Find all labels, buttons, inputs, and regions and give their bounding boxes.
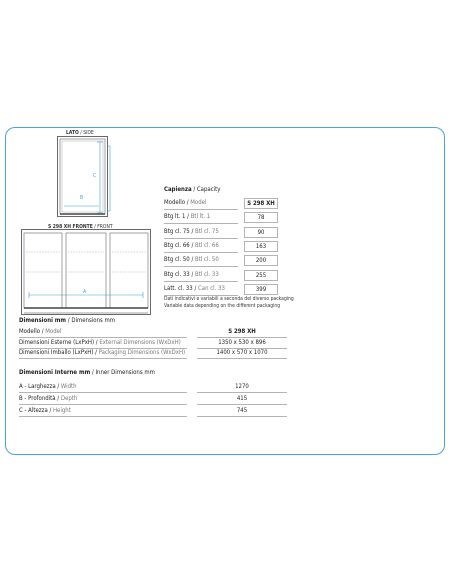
capacity-row-rule xyxy=(164,223,238,224)
capacity-row-label-it: Btg cl. 50 xyxy=(164,256,190,264)
capacity-row-label-en: Model xyxy=(190,199,207,206)
capacity-title: Capienza / Capacity xyxy=(164,186,221,193)
side-dim-c-label: C xyxy=(93,173,97,179)
label-separator: / xyxy=(192,284,198,292)
capacity-note-it: Dati indicativi e variabili a seconda del diverso packaging xyxy=(164,296,294,302)
inner-value: 415 xyxy=(236,395,248,402)
capacity-row-label xyxy=(164,199,206,206)
dimensions-row-label-it: Modello xyxy=(19,328,41,335)
inner-value-rule xyxy=(197,416,287,417)
capacity-row-rule xyxy=(164,252,238,253)
dimensions-title: Dimensioni mm / Dimensions mm xyxy=(19,317,116,324)
label-separator: / xyxy=(40,328,46,335)
label-separator: / xyxy=(185,199,191,206)
inner-dimensions-title: Dimensioni Interne mm / Inner Dimensions mm xyxy=(19,369,155,376)
label-separator: / xyxy=(55,395,61,402)
capacity-row-rule xyxy=(164,281,238,282)
capacity-row-rule xyxy=(164,266,238,267)
capacity-row-rule xyxy=(164,209,238,210)
capacity-row-label-it: Btg lt. 1 xyxy=(164,213,186,221)
capacity-row-label xyxy=(164,256,219,263)
label-separator: / xyxy=(47,407,53,414)
dimensions-row-label-en: Packaging Dimensions (WxDxH) xyxy=(98,349,186,356)
side-dim-b-label: B xyxy=(80,195,84,201)
label-separator: / xyxy=(94,338,100,346)
inner-row-rule xyxy=(19,416,187,417)
dimensions-row-label-en: Model xyxy=(45,328,62,335)
inner-value: 1270 xyxy=(235,383,249,390)
dimensions-row-label-it: Dimensioni Imballo (LxPxH) xyxy=(19,349,94,356)
capacity-row-label-en: Btl lt. 1 xyxy=(190,213,211,221)
capacity-row-label xyxy=(164,213,210,220)
capacity-value-cell: 255 xyxy=(244,270,278,281)
capacity-row-label-it: Modello xyxy=(164,199,186,206)
inner-value-rule xyxy=(197,392,287,393)
capacity-row-label-en: Can cl. 33 xyxy=(197,284,225,292)
dimensions-row-label xyxy=(19,328,61,335)
dimensions-row-label-en: External Dimensions (WxDxH) xyxy=(99,338,181,346)
capacity-row-rule xyxy=(164,238,238,239)
side-view-drawing xyxy=(57,136,112,220)
capacity-row-label-en: Btl cl. 50 xyxy=(194,256,219,264)
capacity-row-label-en: Btl cl. 75 xyxy=(194,227,219,235)
dimensions-row-label xyxy=(19,339,181,346)
label-separator: / xyxy=(185,213,191,221)
inner-row-label-en: Depth xyxy=(60,395,78,402)
inner-row-label xyxy=(19,395,77,402)
capacity-row-label xyxy=(164,271,219,278)
inner-row-rule xyxy=(19,404,187,405)
inner-row-label-it: B - Profondità xyxy=(19,395,56,402)
capacity-row-label-en: Btl cl. 66 xyxy=(194,241,219,249)
inner-row-label-en: Width xyxy=(60,383,77,390)
capacity-row-label-it: Btg cl. 66 xyxy=(164,241,190,249)
capacity-value-cell: 399 xyxy=(244,284,278,295)
label-separator: / xyxy=(189,256,195,264)
capacity-value-cell: 90 xyxy=(244,227,278,238)
dimensions-value: S 298 XH xyxy=(228,328,256,335)
dimensions-row-label xyxy=(19,349,185,356)
label-separator: / xyxy=(93,349,99,356)
side-view-caption: LATO / SIDE xyxy=(66,130,94,136)
dimensions-value-rule xyxy=(197,358,287,359)
label-separator: / xyxy=(189,270,195,278)
dimensions-value: 1350 x 530 x 896 xyxy=(218,338,266,346)
capacity-row-label-it: Btg cl. 33 xyxy=(164,270,190,278)
capacity-row-label xyxy=(164,285,225,292)
capacity-value-cell: S 298 XH xyxy=(244,198,278,209)
inner-row-rule xyxy=(19,392,187,393)
capacity-row-label xyxy=(164,228,219,235)
front-view-caption: S 298 XH FRONTE / FRONT xyxy=(48,224,113,230)
dimensions-row-label-it: Dimensioni Esterne (LxPxH) xyxy=(19,338,95,346)
dimensions-value: 1400 x 570 x 1070 xyxy=(216,349,268,356)
inner-value: 745 xyxy=(236,407,248,414)
front-view-drawing xyxy=(21,229,151,319)
capacity-value-cell: 200 xyxy=(244,255,278,266)
capacity-row-label xyxy=(164,242,219,249)
label-separator: / xyxy=(55,383,61,390)
capacity-value-cell: 163 xyxy=(244,241,278,252)
capacity-row-label-en: Btl cl. 33 xyxy=(194,270,219,278)
label-separator: / xyxy=(189,241,195,249)
dimensions-row-rule xyxy=(19,358,187,359)
capacity-note-en: Variable data depending on the different packaging xyxy=(164,303,281,309)
capacity-value-cell: 78 xyxy=(244,212,278,223)
inner-row-label xyxy=(19,407,71,414)
inner-row-label xyxy=(19,383,77,390)
inner-row-label-it: A - Larghezza xyxy=(19,383,56,390)
inner-value-rule xyxy=(197,404,287,405)
inner-row-label-it: C - Altezza xyxy=(19,407,48,414)
label-separator: / xyxy=(189,227,195,235)
inner-row-label-en: Height xyxy=(53,407,71,414)
capacity-row-label-it: Latt. cl. 33 xyxy=(164,284,193,292)
front-dim-a-label: A xyxy=(83,289,87,295)
capacity-row-label-it: Btg cl. 75 xyxy=(164,227,190,235)
